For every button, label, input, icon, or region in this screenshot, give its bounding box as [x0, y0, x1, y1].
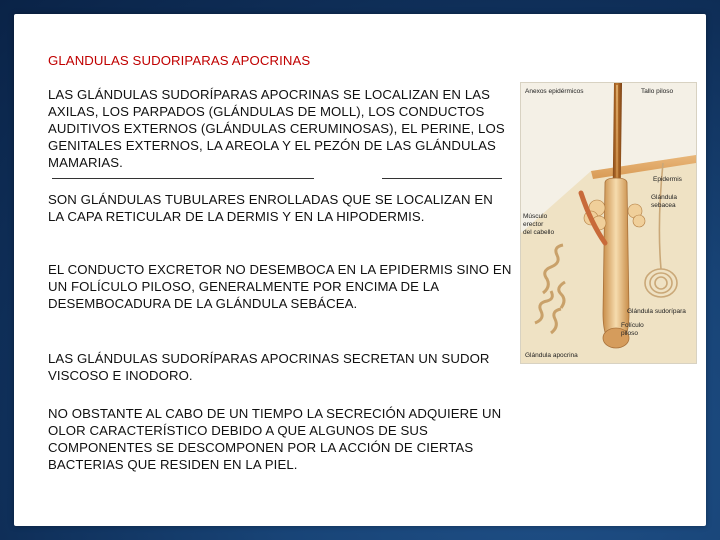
- bullet-text: LAS GLÁNDULAS SUDORÍPARAS APOCRINAS SECRETAN UN SUDOR VISCOSO E INODORO.: [48, 351, 490, 383]
- svg-text:Epidermis: Epidermis: [653, 176, 682, 183]
- svg-text:Glándula: Glándula: [651, 194, 678, 201]
- divider-line-left: [52, 178, 314, 179]
- svg-text:Anexos epidérmicos: Anexos epidérmicos: [525, 88, 584, 95]
- svg-text:Músculo: Músculo: [523, 213, 548, 220]
- svg-text:piloso: piloso: [621, 330, 638, 337]
- bullet-text: SON GLÁNDULAS TUBULARES ENROLLADAS QUE SE LOCALIZAN EN LA CAPA RETICULAR DE LA DERMIS Y EN LA HIPODERMIS.: [48, 192, 493, 224]
- bullet-item-1: [32, 86, 512, 171]
- divider-line-right: [382, 178, 502, 179]
- bullet-text: NO OBSTANTE AL CABO DE UN TIEMPO LA SECRECIÓN ADQUIERE UN OLOR CARACTERÍSTICO DEBIDO A QUE ALGUNOS DE SUS COMPONENTES SE DESCOMPONEN POR LA ACCIÓN DE CIERTAS BACTERIAS QUE RESIDEN EN LA PIEL.: [48, 406, 502, 472]
- bullet-text: LAS GLÁNDULAS SUDORÍPARAS APOCRINAS SE LOCALIZAN EN LAS AXILAS, LOS PARPADOS (GLÁNDULAS DE MOLL), LOS CONDUCTOS AUDITIVOS EXTERNOS (GLÁNDULAS CERUMINOSAS), EL PERINE, LOS GENITALES EXTERNOS, LA AREOLA Y EL PEZÓN DE LAS GLÁNDULAS MAMARIAS.: [48, 87, 505, 170]
- svg-text:erector: erector: [523, 221, 544, 228]
- bullet-text: EL CONDUCTO EXCRETOR NO DESEMBOCA EN LA EPIDERMIS SINO EN UN FOLÍCULO PILOSO, GENERALMENTE POR ENCIMA DE LA DESEMBOCADURA DE LA GLÁNDULA SEBÁCEA.: [48, 262, 512, 311]
- svg-text:del cabello: del cabello: [523, 229, 555, 236]
- svg-text:sebacea: sebacea: [651, 202, 676, 209]
- title-row: [32, 52, 512, 69]
- bullet-item-2: [32, 191, 512, 225]
- svg-text:Folículo: Folículo: [621, 322, 644, 329]
- slide-title: GLANDULAS SUDORIPARAS APOCRINAS: [48, 53, 311, 68]
- svg-text:Glándula apocrina: Glándula apocrina: [525, 352, 578, 359]
- skin-anatomy-illustration: [520, 82, 697, 364]
- hair-follicle: [603, 178, 629, 345]
- slide-content: [14, 14, 706, 526]
- svg-text:Glándula sudorípara: Glándula sudorípara: [627, 308, 686, 315]
- bullet-item-3: [32, 261, 512, 312]
- bullet-item-4: [32, 350, 512, 384]
- svg-text:Tallo piloso: Tallo piloso: [641, 88, 674, 95]
- bullet-item-5: [32, 405, 512, 473]
